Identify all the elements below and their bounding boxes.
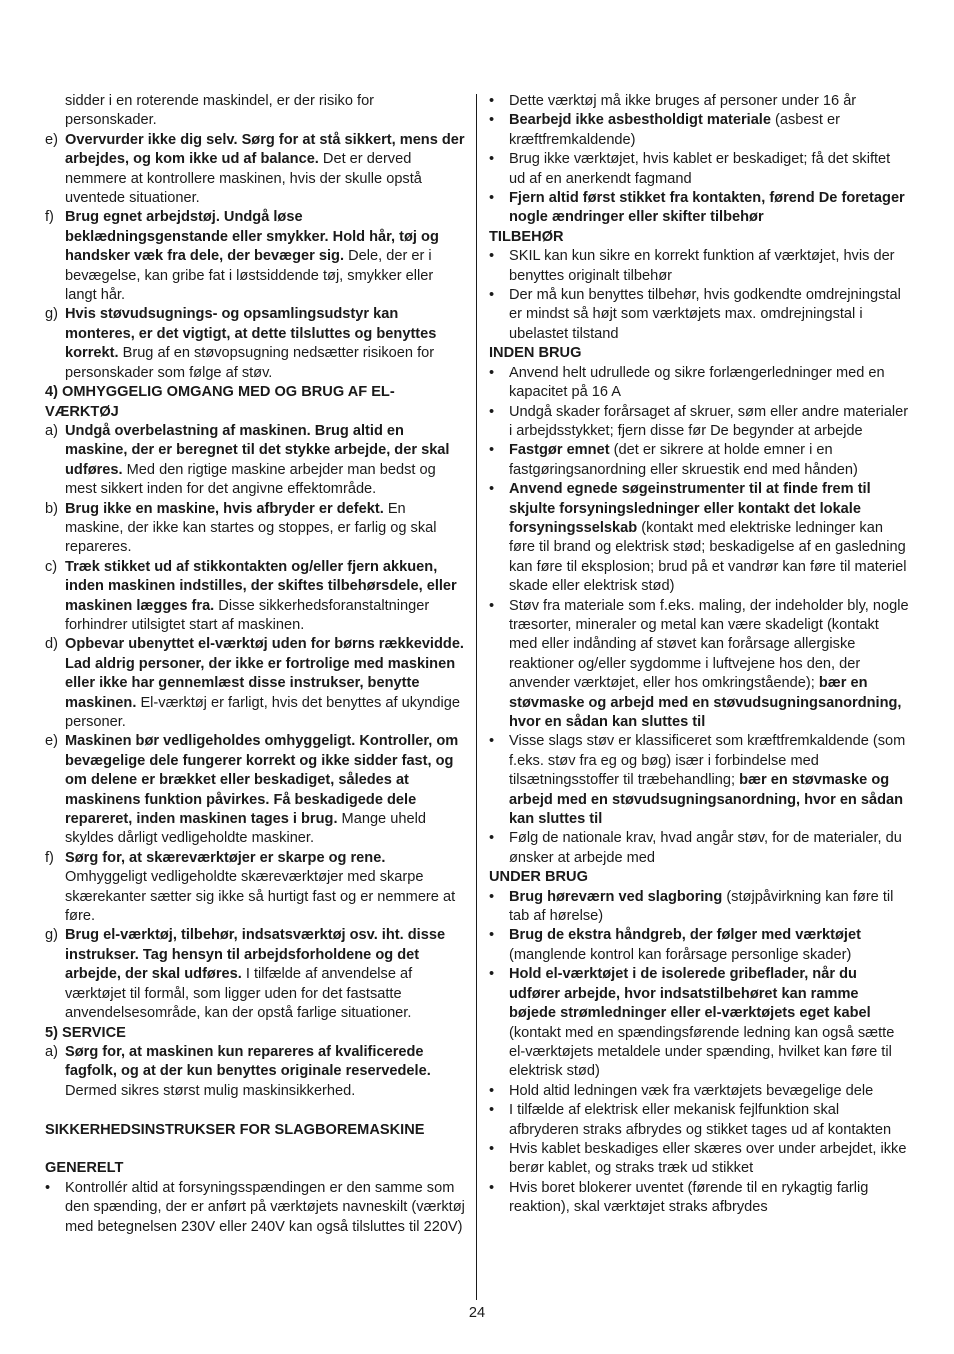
bold-text: Undgå overbelastning af maskinen. Brug altid en maskine, der er beregnet til det stykke arbejde, der skal udføres.	[65, 422, 450, 478]
bold-text: Brug ikke en maskine, hvis afbryder er defekt.	[65, 500, 384, 517]
bold-text: Fastgør emnet	[509, 442, 610, 459]
bullet-marker: •	[489, 597, 495, 614]
bullet-marker: •	[489, 830, 495, 847]
item-marker: f)	[45, 849, 54, 866]
body-text: El-værktøj er farligt, hvis det benyttes af ukyndige personer.	[65, 694, 461, 730]
bullet-marker: •	[489, 1082, 495, 1099]
list-item	[489, 364, 909, 403]
bold-text: Sørg for, at maskinen kun repareres af kvalificerede fagfolk, og at der kun benyttes originale reservedele.	[65, 1043, 431, 1080]
list-item	[489, 286, 909, 344]
body-text: Dermed sikres størst mulig maskinsikkerhed.	[65, 1082, 356, 1099]
bullet-marker: •	[489, 442, 495, 459]
list-item	[489, 441, 909, 480]
list-item	[489, 189, 909, 228]
section-heading: UNDER BRUG	[489, 869, 588, 886]
list-item	[489, 403, 909, 442]
list-item	[45, 732, 465, 848]
bullet-marker: •	[489, 481, 495, 498]
body-text: Anvend helt udrullede og sikre forlængerledninger med en kapacitet på 16 A	[509, 364, 885, 401]
bold-text: Sørg for, at skæreværktøjer er skarpe og rene.	[65, 849, 386, 866]
body-text: (støjpåvirkning kan føre til tab af hørelse)	[509, 888, 894, 925]
bullet-marker: •	[489, 248, 495, 265]
section-heading: SIKKERHEDSINSTRUKSER FOR SLAGBOREMASKINE	[45, 1121, 425, 1138]
bullet-marker: •	[489, 287, 495, 304]
bullet-marker: •	[489, 364, 495, 381]
bold-text: Bearbejd ikke asbestholdigt materiale	[509, 112, 771, 129]
body-text: Kontrollér altid at forsyningsspændingen er den samme som den spænding, der er anført på værktøjets navneskilt (værktøj med betegnelsen 230V eller 240V kan også tilsluttes til 220V)	[65, 1179, 465, 1235]
list-item	[45, 558, 465, 636]
bold-text: bær en støvmaske og arbejd med en støvudsugningsanordning, hvor en sådan kan sluttes til	[509, 772, 904, 828]
bold-text: Opbevar ubenyttet el-værktøj uden for børns rækkevidde. Lad aldrig personer, der ikke er fortrolige med maskinen eller ikke har gennemlæst disse instrukser, benytte maskinen.	[65, 636, 464, 711]
list-item	[45, 208, 465, 305]
body-text: En maskine, der ikke kan startes og stoppes, er farlig og skal repareres.	[65, 500, 437, 556]
bullet-marker: •	[489, 112, 495, 129]
list-item	[45, 849, 465, 927]
body-text: Disse sikkerhedsforanstaltninger forhindrer utilsigtet start af maskinen.	[65, 597, 430, 633]
list-item	[45, 635, 465, 732]
body-text: Undgå skader forårsaget af skruer, søm eller andre materialer i arbejdsstykket; fjern disse før De begynder at arbejde	[509, 403, 909, 439]
left-column	[45, 92, 465, 1237]
body-text: Hold altid ledningen væk fra værktøjets bevægelige dele	[509, 1082, 874, 1099]
body-text: Hvis kablet beskadiges eller skæres over under arbejdet, ikke berør kablet, og straks træk ud stikket	[509, 1140, 907, 1177]
list-item	[489, 1082, 909, 1101]
body-text: Brug ikke værktøjet, hvis kablet er beskadiget; få det skiftet ud af en anerkendt fagmand	[509, 151, 891, 187]
list-item	[45, 305, 465, 383]
item-marker: e)	[45, 733, 58, 750]
body-text: Mange uheld skyldes dårligt vedligeholdte maskiner.	[65, 811, 426, 847]
bold-text: Brug el-værktøj, tilbehør, indsatsværktøj osv. iht. disse instrukser. Tag hensyn til arbejdsforholdene og det arbejde, der skal udføres.	[65, 927, 446, 983]
right-column	[489, 92, 909, 1218]
bold-text: Brug egnet arbejdstøj. Undgå løse beklædningsgenstande eller smykker. Hold hår, tøj og handsker væk fra dele, der bevæger sig.	[65, 209, 439, 265]
body-text: Det er derved nemmere at kontrollere maskinen, hvis der skulle opstå uventede situationer.	[65, 151, 422, 207]
paragraph: sidder i en roterende maskindel, er der risiko for personskader.	[65, 93, 375, 129]
list-item	[45, 926, 465, 1023]
bold-text: Træk stikket ud af stikkontakten og/eller fjern akkuen, inden maskinen indstilles, der skiftes tilbehørsdele, eller maskinen lægges fra.	[65, 558, 457, 614]
list-item	[45, 500, 465, 558]
list-item	[489, 92, 909, 111]
bullet-marker: •	[489, 733, 495, 750]
bullet-marker: •	[489, 93, 495, 109]
item-marker: f)	[45, 209, 54, 226]
bullet-marker: •	[489, 966, 495, 983]
list-item	[489, 732, 909, 829]
bullet-marker: •	[489, 151, 495, 168]
item-marker: d)	[45, 636, 58, 653]
body-text: Dette værktøj må ikke bruges af personer under 16 år	[509, 93, 857, 109]
body-text: (asbest er kræftfremkaldende)	[509, 112, 840, 148]
body-text: (kontakt med elektriske ledninger kan føre til brand og elektrisk stød; beskadigelse af en gasledning kan føre til eksplosion; brud på et vandrør kan føre til materiel skade eller elektrisk stød)	[509, 519, 907, 595]
body-text: I tilfælde af anvendelse af værktøjet til formål, som ligger uden for det fastsatte anvendelsesområde, kan der opstå farlige situationer.	[65, 966, 413, 1022]
body-text: Støv fra materiale som f.eks. maling, der indeholder bly, nogle træsorter, mineraler og metal kan være skadeligt (kontakt med eller indånding af støvet kan forårsage allergiske reaktioner og/eller sygdomme i luftvejene hos den, der anvender værktøjet, eller hos omkringstående);	[509, 597, 909, 692]
bold-text: Hold el-værktøjet i de isolerede gribeflader, når du udfører arbejde, hvor indsatstilbehøret kan ramme bøjede strømledninger eller el-værktøjets eget kabel	[509, 966, 871, 1022]
list-item	[489, 480, 909, 596]
bullet-marker: •	[489, 1140, 495, 1157]
list-item	[489, 1101, 909, 1140]
list-item	[45, 422, 465, 500]
list-item	[489, 1140, 909, 1179]
item-marker: a)	[45, 1043, 58, 1060]
list-item	[489, 926, 909, 965]
list-item	[489, 829, 909, 868]
bold-text: Brug høreværn ved slagboring	[509, 888, 723, 905]
item-marker: g)	[45, 927, 58, 944]
section-heading: INDEN BRUG	[489, 345, 582, 362]
bullet-marker: •	[489, 1179, 495, 1196]
list-item	[45, 1043, 465, 1101]
body-text: (manglende kontrol kan forårsage personlige skader)	[509, 946, 852, 963]
bullet-marker: •	[489, 888, 495, 905]
bold-text: Hvis støvudsugnings- og opsamlingsudstyr kan monteres, er det vigtigt, at dette tilsluttes og benyttes korrekt.	[65, 306, 437, 362]
body-text: Brug af en støvopsugning nedsætter risikoen for personskader som følge af støv.	[65, 345, 435, 381]
body-text: Der må kun benyttes tilbehør, hvis godkendte omdrejningstal er mindst så højt som værktøjets max. omdrejningstal i ubelastet tilstand	[509, 287, 901, 342]
body-text: Med den rigtige maskine arbejder man bedst og mest sikkert inden for det angivne effektområde.	[65, 461, 436, 498]
column-divider	[476, 94, 477, 1300]
bold-text: Fjern altid først stikket fra kontakten, førend De foretager nogle ændringer eller skifter tilbehør	[509, 190, 905, 226]
body-text: Følg de nationale krav, hvad angår støv, for de materialer, du ønsker at arbejde med	[509, 830, 902, 866]
section-heading: 5) SERVICE	[45, 1024, 126, 1041]
list-item	[489, 965, 909, 1081]
section-heading: GENERELT	[45, 1160, 124, 1177]
body-text: Hvis boret blokerer uventet (førende til en rykagtig farlig reaktion), skal værktøjet straks afbrydes	[509, 1179, 869, 1216]
page-number: 24	[468, 1305, 486, 1321]
body-text: I tilfælde af elektrisk eller mekanisk fejlfunktion skal afbryderen straks afbrydes og stikket tages ud af kontakten	[509, 1102, 892, 1138]
item-marker: b)	[45, 500, 58, 517]
section-heading: TILBEHØR	[489, 228, 564, 245]
body-text: Dele, der er i bevægelse, kan gribe fat i løstsiddende tøj, smykker eller langt hår.	[65, 248, 434, 304]
item-marker: a)	[45, 422, 58, 439]
list-item	[489, 247, 909, 286]
bullet-marker: •	[489, 403, 495, 420]
body-text: Omhyggeligt vedligeholdte skæreværktøjer med skarpe skærekanter sætter sig ikke så hurtigt fast og er nemmere at føre.	[65, 869, 456, 925]
bold-text: bær en støvmaske og arbejd med en støvudsugningsanordning, hvor en sådan kan sluttes til	[509, 675, 902, 730]
bold-text: Maskinen bør vedligeholdes omhyggeligt. Kontroller, om bevægelige dele fungerer korrekt og ikke sidder fast, og om delene er brækket eller beskadiget, således at maskinens funktion påvirkes. Få beskadigede dele repareret, inden maskinen tages i brug.	[65, 733, 459, 828]
body-text: (det er sikrere at holde emner i en fastgøringsanordning eller skruestik end med hånden)	[509, 442, 858, 478]
bold-text: Brug de ekstra håndgreb, der følger med værktøjet	[509, 927, 861, 944]
list-item	[489, 150, 909, 189]
list-item	[45, 1179, 465, 1237]
item-marker: g)	[45, 306, 58, 323]
list-item	[45, 131, 465, 209]
list-item	[489, 888, 909, 927]
section-heading: 4) OMHYGGELIG OMGANG MED OG BRUG AF EL-VÆRKTØJ	[45, 384, 395, 420]
bold-text: Overvurder ikke dig selv. Sørg for at stå sikkert, mens der arbejdes, og kom ikke ud af balance.	[65, 131, 465, 168]
item-marker: c)	[45, 558, 58, 575]
list-item	[489, 111, 909, 150]
bullet-marker: •	[45, 1179, 51, 1196]
list-item	[489, 1179, 909, 1218]
bullet-marker: •	[489, 1102, 495, 1119]
bullet-marker: •	[489, 927, 495, 944]
list-item	[489, 597, 909, 733]
item-marker: e)	[45, 131, 58, 148]
body-text: Visse slags støv er klassificeret som kræftfremkaldende (som f.eks. støv fra eg og bøg) især i forbindelse med tilsætningsstoffer til træbehandling;	[509, 733, 906, 789]
bullet-marker: •	[489, 190, 495, 207]
body-text: SKIL kan kun sikre en korrekt funktion af værktøjet, hvis der benyttes originalt tilbehør	[509, 248, 895, 284]
body-text: (kontakt med en spændingsførende ledning kan også sætte el-værktøjets metaldele under spænding, hvilket kan føre til elektrisk stød)	[509, 1024, 895, 1080]
bold-text: Anvend egnede søgeinstrumenter til at finde frem til skjulte forsyningsledninger eller kontakt det lokale forsyningsselskab	[509, 481, 871, 536]
